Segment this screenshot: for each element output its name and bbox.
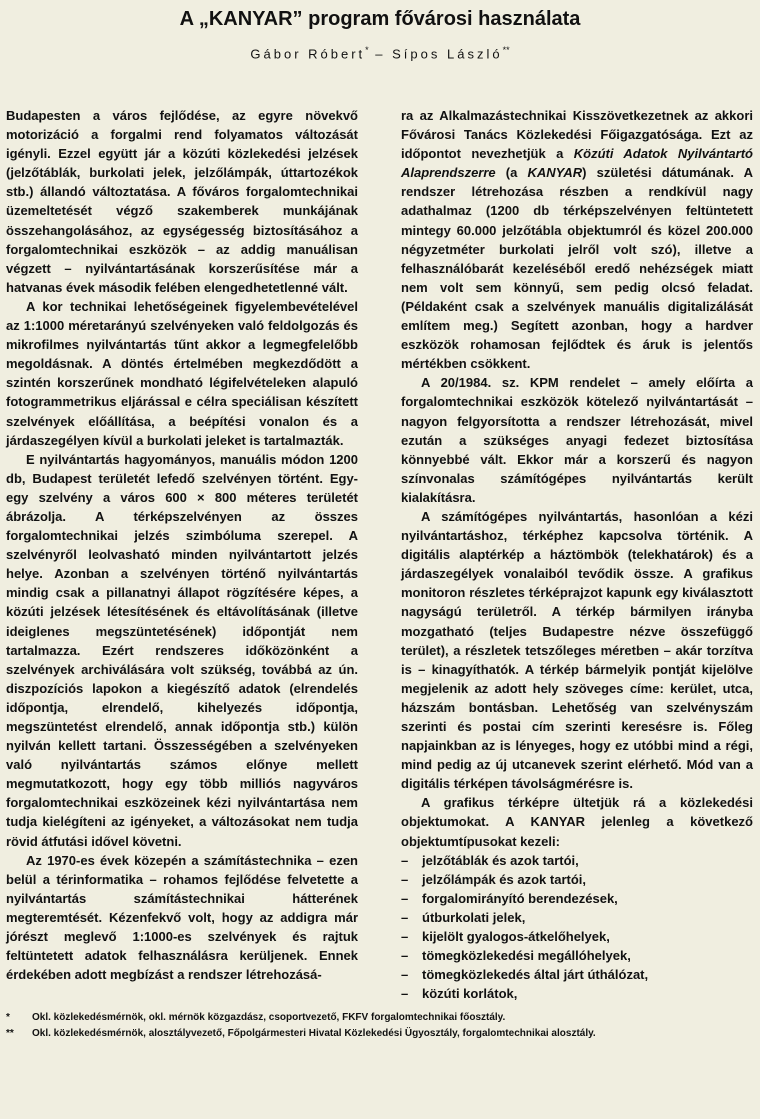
footnote-mark: **	[6, 1028, 14, 1039]
footnote-mark: *	[6, 1012, 10, 1023]
list-item: – közúti korlátok,	[401, 984, 753, 1003]
object-type-list	[401, 851, 753, 1004]
author-separator: –	[368, 46, 393, 62]
paragraph: Budapesten a város fejlődése, az egyre növekvő motorizáció a forgalmi rend folyamatos változását igényli. Ezzel együtt jár a közúti közlekedési jelzések (jelzőtáblák, burkolati jelek, jelzőlámpák, úttartozékok stb.) állandó változtatása. A főváros forgalomtechnikai üzemeltetését végző szakemberek munkájának összehangolásához, az egységesség biztosításához a forgalomtechnikai eszközök – az addig manuálisan végzett – nyilvántartásának korszerűsítése már a hatvanas évek második felében elengedhetetlenné vált.	[6, 108, 358, 295]
footnote	[6, 1026, 746, 1042]
italic-acronym: KANYAR	[527, 165, 583, 181]
author-footnote-mark-2: **	[502, 45, 510, 55]
italic-system-name: Közúti Adatok Nyilvántartó Alaprendszerre	[401, 146, 753, 181]
left-column	[6, 106, 358, 984]
list-item: – tömegközlekedési megállóhelyek,	[401, 946, 753, 965]
list-item: – jelzőlámpák és azok tartói,	[401, 870, 753, 889]
article-title: A „KANYAR” program fővárosi használata	[179, 8, 581, 30]
author-line	[0, 45, 760, 61]
paragraph: Az 1970-es évek közepén a számítástechnika – ezen belül a térinformatika – rohamos fejlődése felvetette a nyilvántartás számítástechnikai hátterének megteremtését. Kézenfekvő volt, hogy az addigra már jórészt meglevő 1:1000-es szelvények és rajtuk feltüntetett adatok felhasználásra kerüljenek. Ennek érdekében adott megbízást a rendszer létrehozásá-	[6, 852, 358, 983]
paragraph: A számítógépes nyilvántartás, hasonlóan a kézi nyilvántartáshoz, térképhez kapcsolva történik. A digitális alaptérkép a háztömbök (telekhatárok) és a járdaszegélyek vonalaiból tevődik össze. A grafikus monitoron részletes térképrajzot kapunk egy kiválasztott nagyságú területről. A térkép bármilyen irányba mozgatható (teljes Budapestre nézve összefüggő terület), a részletek tetszőleges méretben – akár torzítva is – kinagyíthatók. A térkép bármelyik pontját kijelölve megjelenik az adott hely szöveges címe: kerület, utca, házszám bontásban. Lehetőség van szelvényszám szerinti és postai cím szerinti keresésre is. Főleg napjainkban az is lényeges, hogy ez utóbbi mind a régi, mind pedig az új utcanevek szerint elérhető. Mód van a digitális térképen távolságmérésre is.	[401, 508, 753, 792]
footnotes	[6, 1010, 746, 1042]
paragraph: A grafikus térképre ültetjük rá a közlekedési objektumokat. A KANYAR jelenleg a következő objektumtípusokat kezeli:	[401, 795, 753, 849]
paragraph: A kor technikai lehetőségeinek figyelembevételével az 1:1000 méretarányú szelvényeken való feldolgozás és mikrofilmes nyilvántartás tűnt akkor a legmegfelelőbb megoldásnak. A döntés értelmében megkezdődött a szintén korszerűnek mondható légifelvételeken alapuló fotogrammetrikus eljárással e célra speciálisan készített szelvények előállítása, a beépítési vonalon és a járdaszegélyen kívül a burkolati jeleket is tartalmazták.	[6, 298, 358, 448]
footnote	[6, 1010, 746, 1026]
paragraph: A 20/1984. sz. KPM rendelet – amely előírta a forgalomtechnikai eszközök kötelező nyilvántartását – nagyon felgyorsította a rendszer létrehozását, mivel ezután a szükséges anyagi fedezet biztosítása könnyebbé vált. Ekkor már a korszerű és nagyon színvonalas számítógépes nyilvántartás került kialakításra.	[401, 375, 753, 505]
author-sipos: Sípos László	[392, 46, 503, 62]
paragraph: E nyilvántartás hagyományos, manuális módon 1200 db, Budapest területét lefedő szelvényen történt. Egy-egy szelvény a város 600 × 800 méteres területét ábrázolja. A térképszelvényen az összes forgalomtechnikai jelzés szimbóluma szerepel. A szelvényről leolvasható minden nyilvántartott jelzés helye. Azonban a szelvényen történő nyilvántartás mindig csak a pillanatnyi állapot rögzítésére képes, a közúti jelzések létesítésének és eltávolításának (illetve ideiglenes megszüntetésének) időpontját nem tartalmazza. Ezért rendszeres időközönként a szelvények archiválására volt szükség, továbbá az ún. diszpozíciós lapokon a kiegészítő adatok (elrendelés időpontja, elrendelő, kihelyezés időpontja, megszüntetést elrendelő, annak időpontja stb.) külön nyilván kellett tartani. Összességében a szelvényeken való nyilvántartás számos előnye mellett megmutatkozott, hogy egy több milliós nagyváros forgalomtechnikai eszközeinek kézi nyilvántartása nem tudja kielégíteni az igényeket, a változásokat nem tudja rövid átfutási idővel követni.	[6, 451, 358, 849]
list-item: – útburkolati jelek,	[401, 908, 753, 927]
author-gabor: Gábor Róbert	[250, 46, 366, 62]
list-item: – kijelölt gyalogos-átkelőhelyek,	[401, 927, 753, 946]
right-column	[401, 106, 753, 1003]
paragraph: ra az Alkalmazástechnikai Kisszövetkezetnek az akkori Fővárosi Tanács Közlekedési Főigazgatósága. Ezt az időpontot nevezhetjük a Közúti Adatok Nyilvántartó Alaprendszerre (a KANYAR) születési dátumának. A rendszer létrehozása részben a rendkívül nagy adathalmaz (1200 db térképszelvényen feltüntetett mintegy 60.000 jelzőtábla objektumról és közel 200.000 négyzetméter burkolati jelről volt szó), illetve a felhasználóbarát kezeléséből eredő nehézségek miatt nem volt sem könnyű, sem pedig olcsó feladat. (Példaként csak a szelvények manuális digitalizálását említem meg.) Segített azonban, hogy a hardver eszközök rohamosan fejlődtek és áruk is jelentős mértékben csökkent.	[401, 108, 753, 372]
author-footnote-mark-1: *	[365, 45, 369, 55]
list-item: – jelzőtáblák és azok tartói,	[401, 851, 753, 870]
footnote-text: Okl. közlekedésmérnök, alosztályvezető, Főpolgármesteri Hivatal Közlekedési Ügyosztály, forgalomtechnikai alosztály.	[32, 1028, 596, 1039]
list-item: – tömegközlekedés által járt úthálózat,	[401, 965, 753, 984]
list-item: – forgalomirányító berendezések,	[401, 889, 753, 908]
footnote-text: Okl. közlekedésmérnök, okl. mérnök közgazdász, csoportvezető, FKFV forgalomtechnikai főosztály.	[32, 1012, 506, 1023]
